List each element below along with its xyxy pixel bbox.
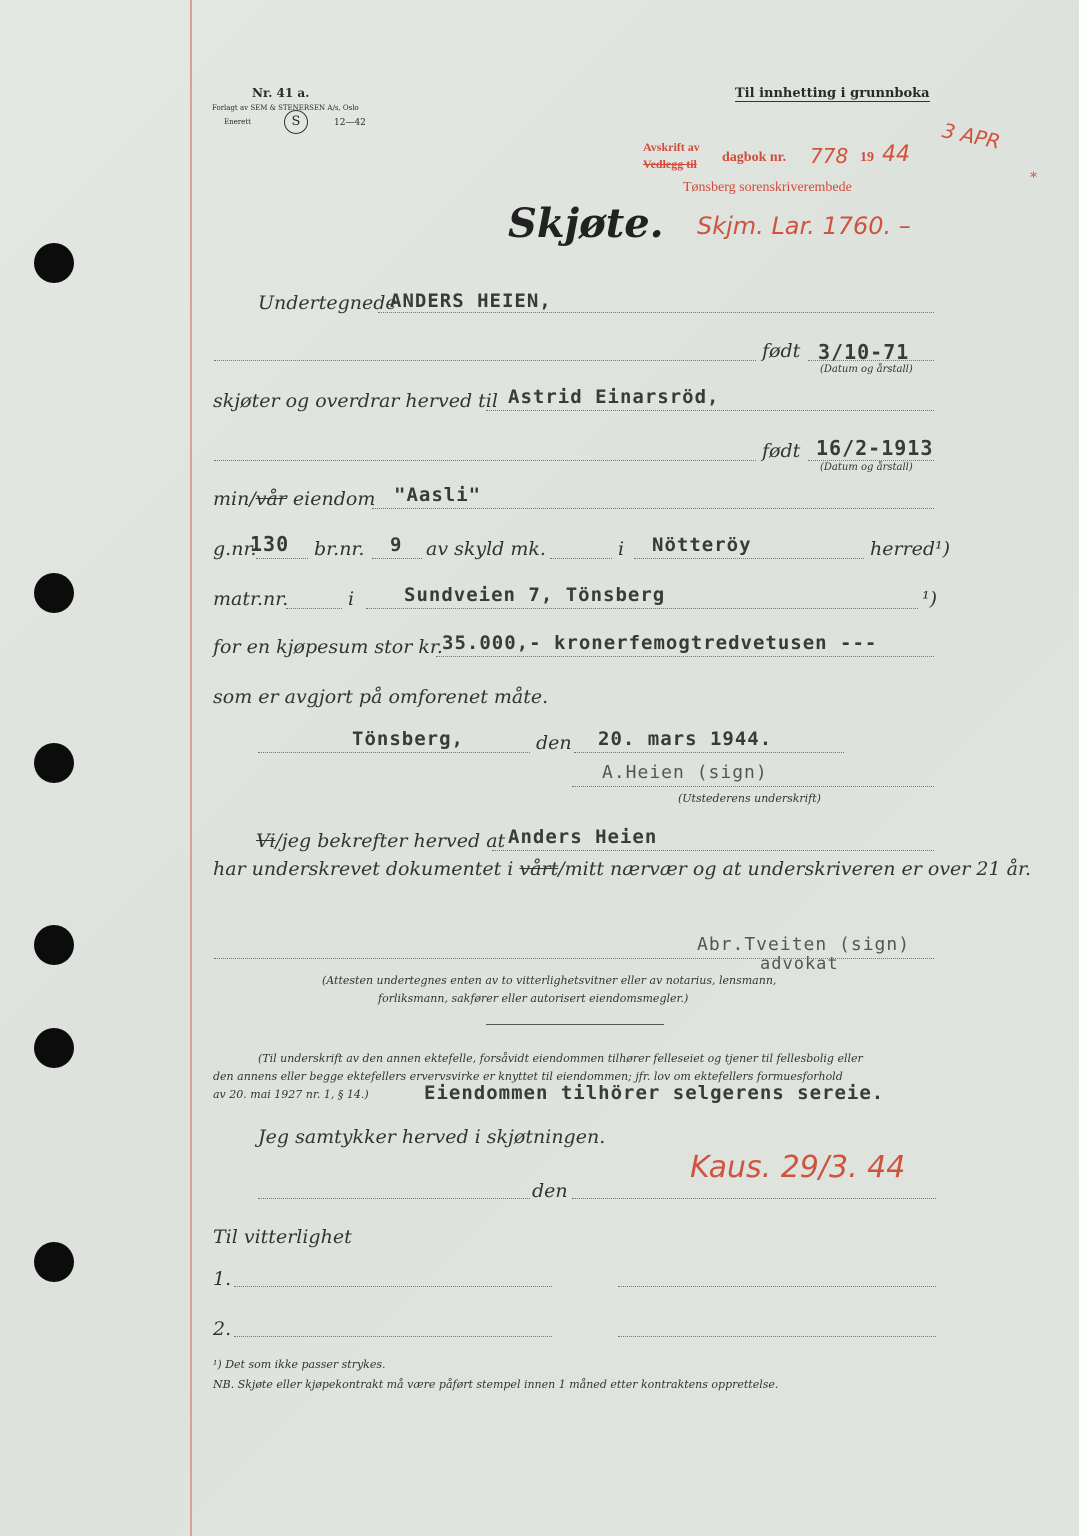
recipient-value: Astrid Einarsröd, <box>508 386 720 408</box>
witness-value: Abr.Tveiten (sign) <box>697 934 911 955</box>
skyld-label: av skyld mk. <box>426 538 546 560</box>
footnote-1: ¹) Det som ikke passer strykes. <box>213 1358 386 1371</box>
dotted-line <box>286 608 342 609</box>
brnr-value: 9 <box>390 534 403 556</box>
fodt-value: 3/10-71 <box>818 340 910 364</box>
punch-hole <box>34 1242 74 1282</box>
dotted-line <box>258 752 530 753</box>
attest-note-1: (Attesten undertegnes enten av to vitterlighetsvitner eller av notarius, lensmann, <box>322 974 777 987</box>
dotted-line <box>572 786 934 787</box>
matr-value: Sundveien 7, Tönsberg <box>404 584 666 606</box>
attest-line2-b: /mitt nærvær og at underskriveren er over 21 år. <box>558 858 1031 880</box>
eiendom-label-struck: vår <box>255 488 287 510</box>
kjopesum-value: 35.000,- kronerfemogtredvetusen --- <box>442 632 878 654</box>
hand-note: Kaus. 29/3. 44 <box>690 1150 906 1185</box>
fodt-label: født <box>762 340 801 362</box>
signer-note: (Utstederens underskrift) <box>678 792 821 805</box>
dotted-line <box>214 360 756 361</box>
signer-value: A.Heien (sign) <box>602 762 768 783</box>
dotted-line <box>256 558 308 559</box>
publisher-date: 12—42 <box>334 118 366 128</box>
stamp-year-suffix: 44 <box>882 142 910 167</box>
witness-2-label: 2. <box>213 1318 232 1340</box>
punch-hole <box>34 743 74 783</box>
dotted-line <box>572 1198 936 1199</box>
dotted-line <box>366 608 918 609</box>
attest-line2 <box>213 858 1031 880</box>
skjoter-label: skjøter og overdrar herved til <box>213 390 498 412</box>
dotted-line <box>258 1198 530 1199</box>
document-title: Skjøte. <box>508 200 664 247</box>
punch-hole <box>34 1028 74 1068</box>
punch-hole <box>34 573 74 613</box>
brnr-label: br.nr. <box>314 538 365 560</box>
dotted-line <box>618 1286 936 1287</box>
publisher-line: Forlagt av SEM & STENERSEN A/s, Oslo <box>212 104 359 112</box>
fodt-label: født <box>762 440 801 462</box>
stamp-year-prefix: 19 <box>860 150 874 165</box>
place-value: Tönsberg, <box>352 728 464 750</box>
dotted-line <box>372 558 422 559</box>
witness-title: advokat <box>760 954 839 974</box>
dotted-line <box>378 312 934 313</box>
punch-hole <box>34 925 74 965</box>
publisher-logo-icon: S <box>284 110 308 134</box>
attest-line1 <box>256 830 505 852</box>
top-right-note: Til innhetting i grunnboka <box>735 86 930 101</box>
dotted-line <box>574 752 844 753</box>
attest-signer-value: Anders Heien <box>508 826 658 848</box>
dotted-line <box>550 558 612 559</box>
herred-label: herred¹) <box>870 538 951 560</box>
eiendom-value: "Aasli" <box>394 484 482 506</box>
stamp-avskrift: Avskrift av <box>643 140 700 154</box>
dotted-line <box>492 850 934 851</box>
dotted-line <box>808 460 934 461</box>
attest-struck-vi: Vi <box>256 830 276 852</box>
undertegnede-value: ANDERS HEIEN, <box>390 290 552 312</box>
i-label: i <box>618 538 625 560</box>
stamp-dagbok: dagbok nr. <box>722 150 787 165</box>
datum-note: (Datum og årstall) <box>820 462 913 473</box>
gnr-value: 130 <box>250 532 290 556</box>
eiendom-label <box>213 488 375 510</box>
matr-i-label: i <box>348 588 355 610</box>
dotted-line <box>234 1286 552 1287</box>
punch-hole <box>34 243 74 283</box>
stamp-dagbok-number: 778 <box>810 144 849 168</box>
dotted-line <box>372 508 934 509</box>
undertegnede-label: Undertegnede <box>258 292 397 314</box>
dotted-line <box>214 460 756 461</box>
den-label: den <box>536 732 572 754</box>
witness-1-label: 1. <box>213 1268 232 1290</box>
dotted-line <box>634 558 864 559</box>
attest-note-2: forliksmann, sakfører eller autorisert eiendomsmegler.) <box>378 992 689 1005</box>
spouse-den-label: den <box>532 1180 568 1202</box>
publisher-enerett: Enerett <box>224 118 251 126</box>
vitterlighet-label: Til vitterlighet <box>213 1226 352 1248</box>
attest-struck-vart: vårt <box>519 858 559 880</box>
stamp-mark: * <box>1030 170 1037 186</box>
eiendom-label-b: eiendom <box>286 488 376 510</box>
avgjort-text: som er avgjort på omforenet måte. <box>213 686 549 708</box>
dotted-line <box>436 656 934 657</box>
datum-note: (Datum og årstall) <box>820 364 913 375</box>
red-margin-line <box>190 0 192 1536</box>
matr-label: matr.nr. <box>213 588 289 610</box>
spouse-note-3: av 20. mai 1927 nr. 1, § 14.) <box>213 1088 369 1101</box>
attest-line2-a: har underskrevet dokumentet i <box>213 858 520 880</box>
kjopesum-label: for en kjøpesum stor kr. <box>213 636 443 658</box>
stamp-date-hand: 3 APR <box>940 118 1003 154</box>
matr-note: ¹) <box>922 588 938 610</box>
attest-line1-text: /jeg bekrefter herved at <box>275 830 506 852</box>
fodt2-value: 16/2-1913 <box>816 436 934 460</box>
spouse-note-1: (Til underskrift av den annen ektefelle, forsåvidt eiendommen tilhører felleseiet og tjener til fellesbolig eller <box>258 1052 863 1065</box>
spouse-typed-value: Eiendommen tilhörer selgerens sereie. <box>424 1082 885 1104</box>
dotted-line <box>486 410 934 411</box>
divider <box>486 1024 664 1025</box>
stamp-office: Tønsberg sorenskriverembede <box>683 180 852 195</box>
dotted-line <box>234 1336 552 1337</box>
dotted-line <box>618 1336 936 1337</box>
date-value: 20. mars 1944. <box>598 728 773 750</box>
stamp-vedlegg: Vedlegg til <box>643 157 697 171</box>
form-number: Nr. 41 a. <box>252 86 310 100</box>
gnr-label: g.nr. <box>213 538 257 560</box>
consent-text: Jeg samtykker herved i skjøtningen. <box>258 1126 606 1148</box>
spouse-note-2: den annens eller begge ektefellers ervervsvirke er knyttet til eiendommen; jfr. lov om ektefellers formuesforhold <box>213 1070 843 1083</box>
herred-value: Nötteröy <box>652 534 752 556</box>
footnote-nb: NB. Skjøte eller kjøpekontrakt må være påført stempel innen 1 måned etter kontraktens opprettelse. <box>213 1378 779 1391</box>
stamp-reference: Skjm. Lar. 1760. – <box>697 212 911 240</box>
eiendom-label-a: min/ <box>213 488 256 510</box>
